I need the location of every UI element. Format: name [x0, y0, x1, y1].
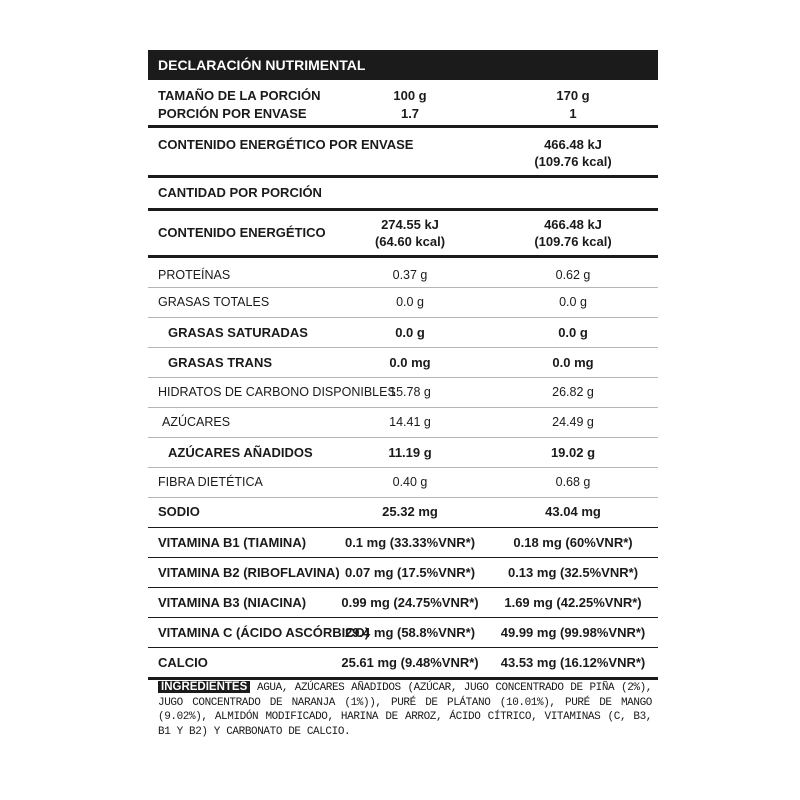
- nutrient-value-portion: 43.04 mg: [545, 504, 601, 519]
- nutrient-value-portion: 1.69 mg (42.25%VNR*): [504, 595, 642, 610]
- serving-size-portion: 170 g: [556, 88, 590, 103]
- nutrient-label: VITAMINA C (ÁCIDO ASCÓRBICO): [158, 625, 370, 640]
- nutrient-label: PROTEÍNAS: [158, 268, 231, 282]
- nutrient-row-vitamin-b2: [148, 558, 658, 588]
- amount-per-portion-row: [148, 178, 658, 211]
- nutrient-label: VITAMINA B2 (RIBOFLAVINA): [158, 565, 340, 580]
- nutrient-label: VITAMINA B1 (TIAMINA): [158, 535, 307, 550]
- nutrient-value-portion: 0.0 g: [559, 295, 587, 309]
- nutrient-value-portion: 0.68 g: [555, 475, 591, 489]
- nutrient-value-portion: 49.99 mg (99.98%VNR*): [500, 625, 646, 640]
- nutrient-label: CALCIO: [158, 655, 208, 670]
- energy-kcal-100: (64.60 kcal): [374, 234, 446, 249]
- nutrient-value-100: 0.07 mg (17.5%VNR*): [344, 565, 476, 580]
- nutrient-value-100: 0.40 g: [392, 475, 428, 489]
- nutrient-label: HIDRATOS DE CARBONO DISPONIBLES: [158, 385, 396, 399]
- nutrient-row-added-sugars: [148, 438, 658, 468]
- nutrient-row-vitamin-c: [148, 618, 658, 648]
- energy-pack-row: [148, 128, 658, 178]
- energy-kj-portion: 466.48 kJ: [544, 217, 602, 232]
- nutrient-value-100: 0.0 g: [395, 325, 425, 340]
- nutrient-label: GRASAS TRANS: [168, 355, 273, 370]
- nutrient-value-100: 11.19 g: [388, 445, 432, 460]
- amount-per-portion-label: CANTIDAD POR PORCIÓN: [158, 185, 322, 200]
- energy-kcal-portion: (109.76 kcal): [534, 234, 612, 249]
- nutrient-value-100: 0.37 g: [392, 268, 428, 282]
- nutrient-row-total-fat: [148, 288, 658, 318]
- energy-pack-kj: 466.48 kJ: [544, 137, 602, 152]
- nutrient-value-100: 14.41 g: [389, 415, 431, 429]
- energy-label: CONTENIDO ENERGÉTICO: [158, 225, 326, 240]
- nutrient-row-sodium: [148, 498, 658, 528]
- nutrient-label: FIBRA DIETÉTICA: [158, 475, 263, 489]
- nutrient-label: VITAMINA B3 (NIACINA): [158, 595, 307, 610]
- table-title: DECLARACIÓN NUTRIMENTAL: [148, 50, 658, 80]
- nutrient-label: GRASAS SATURADAS: [168, 325, 308, 340]
- nutrient-value-portion: 19.02 g: [550, 445, 596, 460]
- energy-row: [148, 211, 658, 258]
- nutrient-value-100: 25.61 mg (9.48%VNR*): [341, 655, 479, 670]
- nutrient-value-portion: 0.0 g: [558, 325, 588, 340]
- nutrient-row-calcium: [148, 648, 658, 680]
- serving-size-label: TAMAÑO DE LA PORCIÓN: [158, 88, 321, 103]
- servings-per-pack-100: 1.7: [400, 106, 420, 121]
- nutrient-row-saturated-fat: [148, 318, 658, 348]
- nutrient-value-portion: 0.0 mg: [552, 355, 594, 370]
- nutrient-row-fiber: [148, 468, 658, 498]
- nutrient-value-portion: 43.53 mg (16.12%VNR*): [500, 655, 646, 670]
- serving-row: [148, 80, 658, 128]
- nutrient-label: AZÚCARES AÑADIDOS: [168, 445, 313, 460]
- nutrient-value-portion: 0.18 mg (60%VNR*): [513, 535, 633, 550]
- nutrient-value-100: 0.0 mg: [389, 355, 431, 370]
- nutrient-value-100: 29.4 mg (58.8%VNR*): [344, 625, 476, 640]
- ingredients-tag: INGREDIENTES: [158, 681, 250, 693]
- energy-kj-100: 274.55 kJ: [381, 217, 439, 232]
- nutrient-value-portion: 26.82 g: [552, 385, 594, 399]
- nutrient-value-100: 0.99 mg (24.75%VNR*): [341, 595, 479, 610]
- nutrient-value-100: 15.78 g: [389, 385, 431, 399]
- nutrient-row-vitamin-b3: [148, 588, 658, 618]
- nutrient-value-portion: 0.13 mg (32.5%VNR*): [507, 565, 639, 580]
- nutrient-value-portion: 0.62 g: [555, 268, 591, 282]
- nutrient-row-sugars: [148, 408, 658, 438]
- nutrient-value-portion: 24.49 g: [552, 415, 594, 429]
- serving-size-100: 100 g: [393, 88, 427, 103]
- energy-pack-label: CONTENIDO ENERGÉTICO POR ENVASE: [158, 137, 414, 152]
- nutrient-label: SODIO: [158, 504, 200, 519]
- ingredients-text: AGUA, AZÚCARES AÑADIDOS (AZÚCAR, JUGO CONCENTRADO DE PIÑA (2%), JUGO CONCENTRADO DE NARANJA (1%)), PURÉ DE PLÁTANO (10.01%), PURÉ DE MANGO (9.02%), ALMIDÓN MODIFICADO, HARINA DE ARROZ, ÁCIDO CÍTRICO, VITAMINAS (C, B3, B1 Y B2) Y CARBONATO DE CALCIO.: [158, 682, 653, 738]
- nutrient-value-100: 0.0 g: [396, 295, 424, 309]
- nutrient-value-100: 0.1 mg (33.33%VNR*): [344, 535, 476, 550]
- nutrient-row-vitamin-b1: [148, 528, 658, 558]
- nutrient-row-carbohydrates: [148, 378, 658, 408]
- servings-per-pack-label: PORCIÓN POR ENVASE: [158, 106, 307, 121]
- nutrient-value-100: 25.32 mg: [382, 504, 438, 519]
- servings-per-pack-portion: 1: [569, 106, 577, 121]
- ingredients-block: [158, 680, 652, 739]
- energy-pack-kcal: (109.76 kcal): [534, 154, 612, 169]
- nutrient-label: GRASAS TOTALES: [158, 295, 270, 309]
- nutrition-table: [148, 50, 658, 680]
- nutrient-row-trans-fat: [148, 348, 658, 378]
- nutrient-label: AZÚCARES: [162, 415, 231, 429]
- nutrient-row-proteins: [148, 258, 658, 288]
